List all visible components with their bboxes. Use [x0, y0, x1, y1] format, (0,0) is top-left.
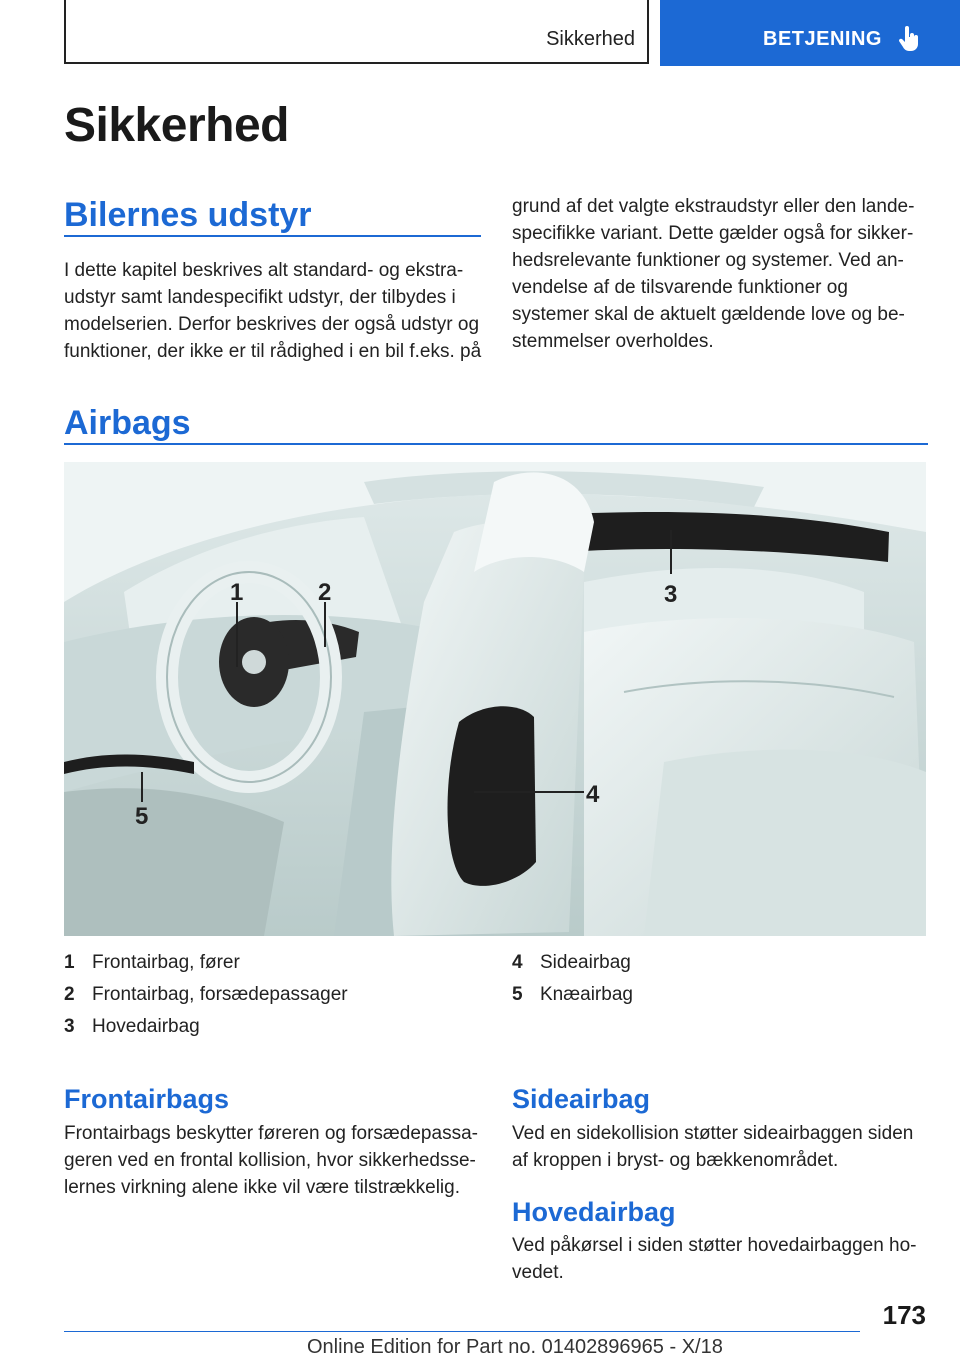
header-chapter-tab[interactable] — [660, 0, 960, 66]
callout-1: 1 — [230, 579, 244, 606]
header-section-title: Sikkerhed — [546, 28, 635, 50]
sideairbag-text: Ved en sidekollision støtter sideairbaggen siden af kroppen i bryst- og bækkenområdet. — [512, 1123, 914, 1171]
callout-3: 3 — [664, 581, 678, 608]
airbags-heading-rule — [64, 443, 928, 445]
callout-5: 5 — [135, 803, 149, 830]
airbags-heading: Airbags — [64, 404, 191, 442]
page-number: 173 — [882, 1300, 926, 1330]
hovedairbag-heading: Hovedairbag — [512, 1197, 676, 1227]
hand-pointer-icon — [898, 26, 920, 52]
equipment-heading-rule — [64, 235, 481, 237]
frontairbags-heading: Frontairbags — [64, 1084, 230, 1114]
hovedairbag-text: Ved påkørsel i siden støtter hovedairbaggen ho- vedet. — [512, 1235, 917, 1283]
legend-number: 5 — [512, 984, 523, 1005]
footer-edition: Online Edition for Part no. 01402896965 - X/18 — [307, 1336, 723, 1358]
header-chapter-title: BETJENING — [763, 28, 882, 50]
legend-label: Frontairbag, forsædepassager — [92, 984, 348, 1005]
equipment-text-col2: grund af det valgte ekstraudstyr eller den lande- specifikke variant. Dette gælder også for sikker- hedsrelevante funktioner og systemer. Ved an- vendelse af de tilsvarende funktioner og systemer skal de aktuelt gældende love og be- stemmelser overholdes. — [512, 196, 915, 352]
callout-2: 2 — [318, 579, 332, 606]
legend-label: Hovedairbag — [92, 1016, 200, 1037]
frontairbags-text: Frontairbags beskytter føreren og forsædepassa- geren ved en frontal kollision, hvor sikkerhedsse- lernes virkning alene ikke vil være tilstrækkelig. — [64, 1123, 478, 1198]
callout-4: 4 — [586, 781, 600, 808]
legend-label: Sideairbag — [540, 952, 631, 973]
legend-label: Knæairbag — [540, 984, 633, 1005]
header-section-box — [64, 0, 649, 64]
equipment-section — [64, 196, 312, 235]
legend-label: Frontairbag, fører — [92, 952, 240, 973]
legend-number: 1 — [64, 952, 75, 973]
car-interior-image — [64, 462, 926, 936]
legend-number: 4 — [512, 952, 523, 973]
page-title: Sikkerhed — [64, 99, 289, 152]
sideairbag-heading: Sideairbag — [512, 1084, 651, 1114]
equipment-text-col1: I dette kapitel beskrives alt standard- og ekstra- udstyr samt landespecifikt udstyr, der tilbydes i modelserien. Derfor beskrives der også udstyr og funktioner, der ikke er til rådighed i en bil f.eks. på — [64, 260, 482, 362]
legend-number: 2 — [64, 984, 75, 1005]
footer-rule — [64, 1331, 860, 1332]
airbags-section — [64, 404, 191, 443]
airbag-illustration — [64, 462, 926, 936]
equipment-heading: Bilernes udstyr — [64, 196, 312, 234]
legend-number: 3 — [64, 1016, 75, 1037]
